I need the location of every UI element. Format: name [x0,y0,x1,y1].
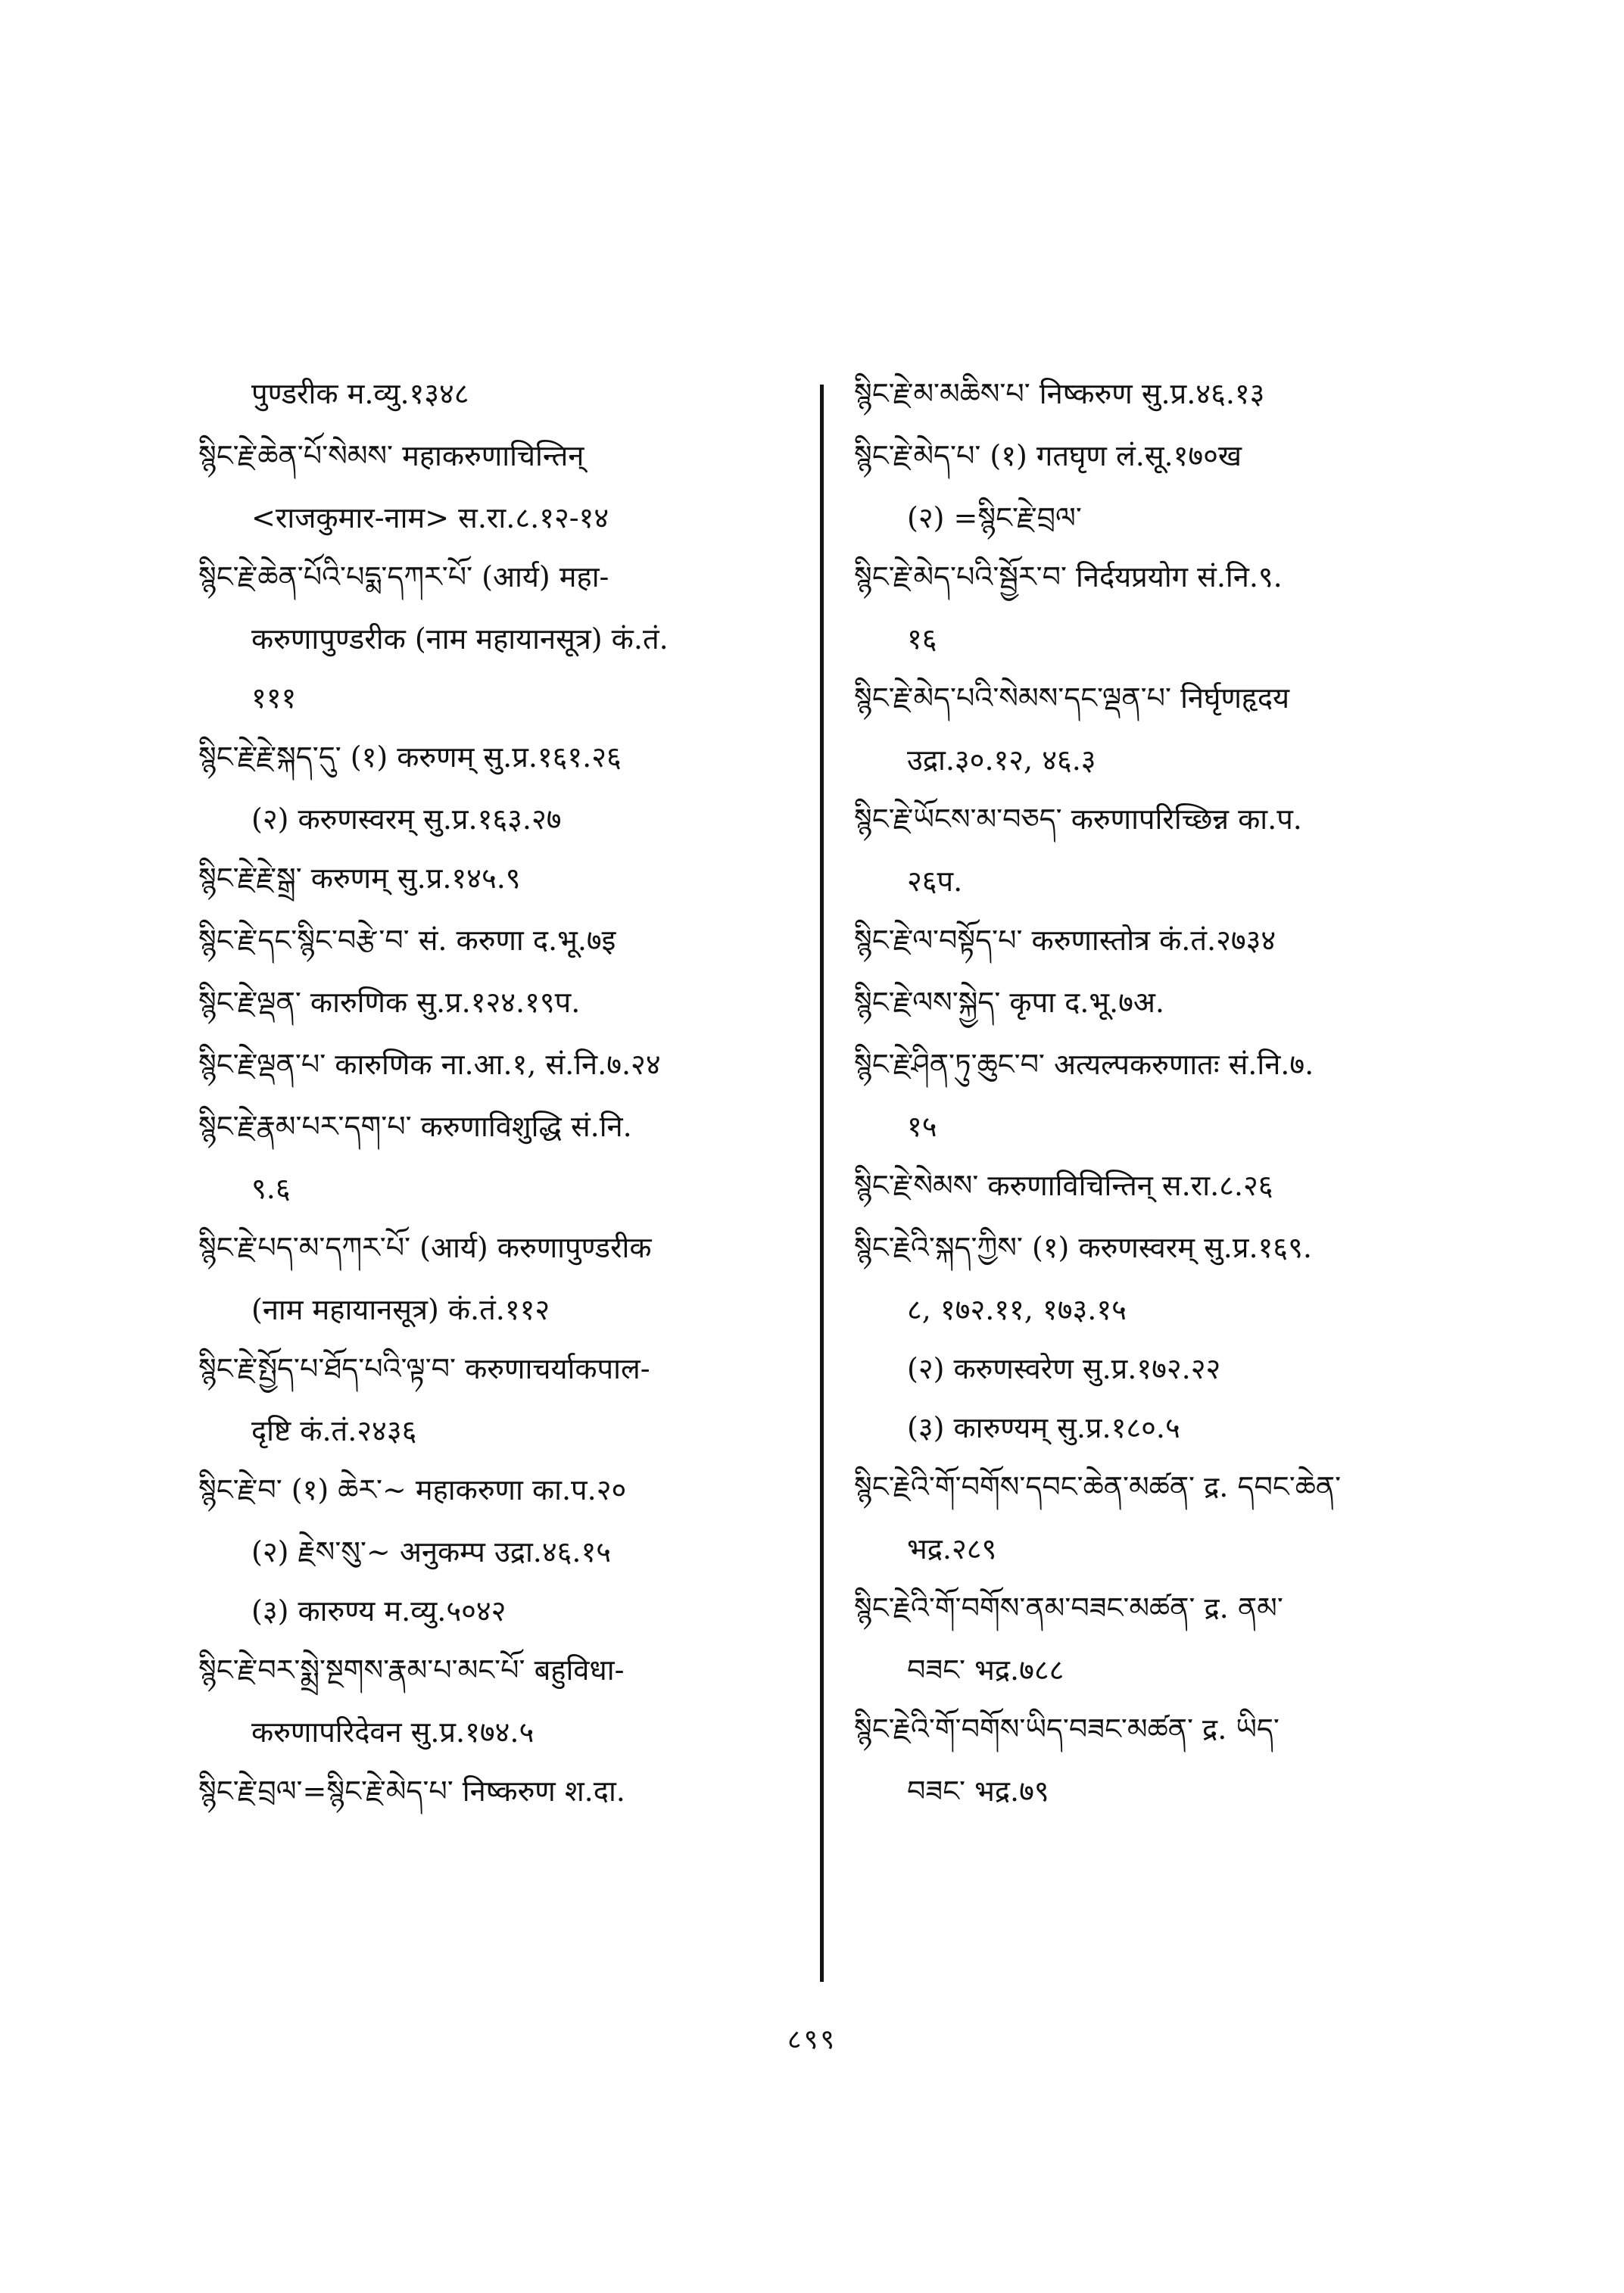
entry-line: (२) =སྙིང་རྗེ་བྲལ་ [907,501,1082,534]
entry-line: སྙིང་རྗེ་པད་མ་དཀར་པོ་ (आर्य) करुणापुण्डरीक [198,1231,652,1264]
entry-line: སྙིང་རྗེ་རྗེ་སྐད་དུ་ (१) करुणम् सु.प्र.१६१.२६ [198,740,622,774]
entry-line: (२) करुणस्वरम् सु.प्र.१६३.२७ [251,802,562,836]
entry-line: སྙིང་རྗེ་ཆེན་པོའི་པདྨ་དཀར་པོ་ (आर्य) महा- [198,560,609,594]
entry-line: १६ [907,622,937,656]
entry-line: उद्रा.३०.१२, ४६.३ [907,743,1096,777]
entry-line: སྙིང་རྗེ་ལྡན་པ་ कारुणिक ना.आ.१, सं.नि.७.२४ [198,1048,661,1081]
entry-line: སྙིང་རྗེ་དང་སྙིང་བརྩེ་བ་ सं. करुणा द.भू.७इ [198,924,616,957]
entry-line: <राजकुमार-नाम> स.रा.८.१२-१४ [251,501,609,534]
entry-line: སྙིང་རྗེ་ལས་སྐྱེད་ कृपा द.भू.७अ. [854,986,1164,1019]
entry-line: བཟང་ भद्र.७९ [907,1774,1049,1808]
entry-line: (२) करुणस्वरेण सु.प्र.१७२.२२ [907,1352,1221,1385]
entry-line: སྙིང་རྗེ་མ་མཆིས་པ་ निष्करुण सु.प्र.४६.१३ [854,377,1265,410]
entry-line: སྙིང་རྗེ་ལ་བསྟོད་པ་ करुणास्तोत्र कं.तं.२७३४ [854,924,1276,957]
page-number: ८९९ [787,2024,837,2055]
entry-line: (नाम महायानसूत्र) कं.तं.११२ [251,1293,550,1326]
entry-line: पुण्डरीक म.व्यु.१३४८ [251,377,469,410]
entry-line: སྙིང་རྗེ་བ་ (१) ཆེར་~ महाकरुणा का.प.२० [198,1473,627,1506]
entry-line: ९.६ [251,1172,291,1205]
entry-line: སྙིང་རྗེ་མེད་པའི་སྦྱོར་བ་ निर्दयप्रयोग सं.नि.९. [854,560,1283,594]
entry-line: २६प. [907,865,963,898]
entry-line: སྙིང་རྗེ་ཡོངས་མ་བཅད་ करुणापरिच्छिन्न का.प. [854,802,1302,836]
entry-line: སྙིང་རྗེ་སེམས་ करुणाविचिन्तिन् स.रा.८.२६ [854,1169,1273,1202]
right-column [854,371,1445,1827]
entry-line: སྙིང་རྗེའི་གོ་བགོས་ཡིད་བཟང་མཚན་ द्र. ཡིད་ [854,1712,1280,1746]
entry-line: སྙིང་རྗེ་བར་སྨྲེ་སྔགས་རྣམ་པ་མང་པོ་ बहुविधा- [198,1653,625,1687]
entry-line: दृष्टि कं.तं.२४३६ [251,1414,417,1447]
entry-line: སྙིང་རྗེ་ཆེན་པོ་སེམས་ महाकरुणाचिन्तिन् [198,439,584,472]
entry-line: སྙིང་རྗེ་ལྡན་ कारुणिक सु.प्र.१२४.१९प. [198,986,581,1019]
entry-line: སྙིང་རྗེའི་གོ་བགོས་ནམ་བཟང་མཚན་ द्र. ནམ་ [854,1591,1283,1625]
entry-line: १११ [251,681,297,715]
column-divider [820,385,824,1982]
entry-line: སྙིང་རྗེའི་གོ་བགོས་དབང་ཆེན་མཚན་ द्र. དབང་ཆེན་ [854,1470,1342,1503]
entry-line: སྙིང་རྗེ་ཤིན་ཏུ་ཆུང་བ་ अत्यल्पकरुणातः सं.नि.७. [854,1048,1314,1081]
entry-line: १५ [907,1110,937,1143]
entry-line: (३) कारुण्य म.व्यु.५०४२ [251,1594,507,1628]
entry-line: करुणापरिदेवन सु.प्र.१७४.५ [251,1715,535,1749]
entry-line: སྙིང་རྗེ་མེད་པའི་སེམས་དང་ལྡན་པ་ निर्घृणहृदय [854,681,1290,715]
entry-line: སྙིང་རྗེའི་སྐད་ཀྱིས་ (१) करुणस्वरम् सु.प्र.१६९. [854,1231,1312,1264]
entry-line: སྙིང་རྗེ་སྤྱོད་པ་ཐོད་པའི་ལྟ་བ་ करुणाचर्याकपाल- [198,1352,650,1385]
entry-line: भद्र.२८९ [907,1532,997,1566]
entry-line: སྙིང་རྗེ་མེད་པ་ (१) गतघृण लं.सू.१७०ख [854,439,1242,472]
entry-line: करुणापुण्डरीक (नाम महायानसूत्र) कं.तं. [251,622,669,656]
entry-line: (२) རྗེས་སུ་~ अनुकम्प उद्रा.४६.१५ [251,1535,611,1569]
entry-line: (३) कारुण्यम् सु.प्र.१८०.५ [907,1411,1180,1444]
entry-line: ८, १७२.११, १७३.१५ [907,1293,1127,1326]
entry-line: བཟང་ भद्र.७८८ [907,1653,1064,1687]
entry-line: སྙིང་རྗེ་རྣམ་པར་དག་པ་ करुणाविशुद्धि सं.नि. [198,1110,632,1143]
left-column [198,371,796,1830]
entry-line: སྙིང་རྗེ་བྲལ་=སྙིང་རྗེ་མེད་པ་ निष्करुण श.दा. [198,1774,625,1808]
entry-line: སྙིང་རྗེ་རྗེ་སྒྲ་ करुणम् सु.प्र.१४५.९ [198,861,521,895]
